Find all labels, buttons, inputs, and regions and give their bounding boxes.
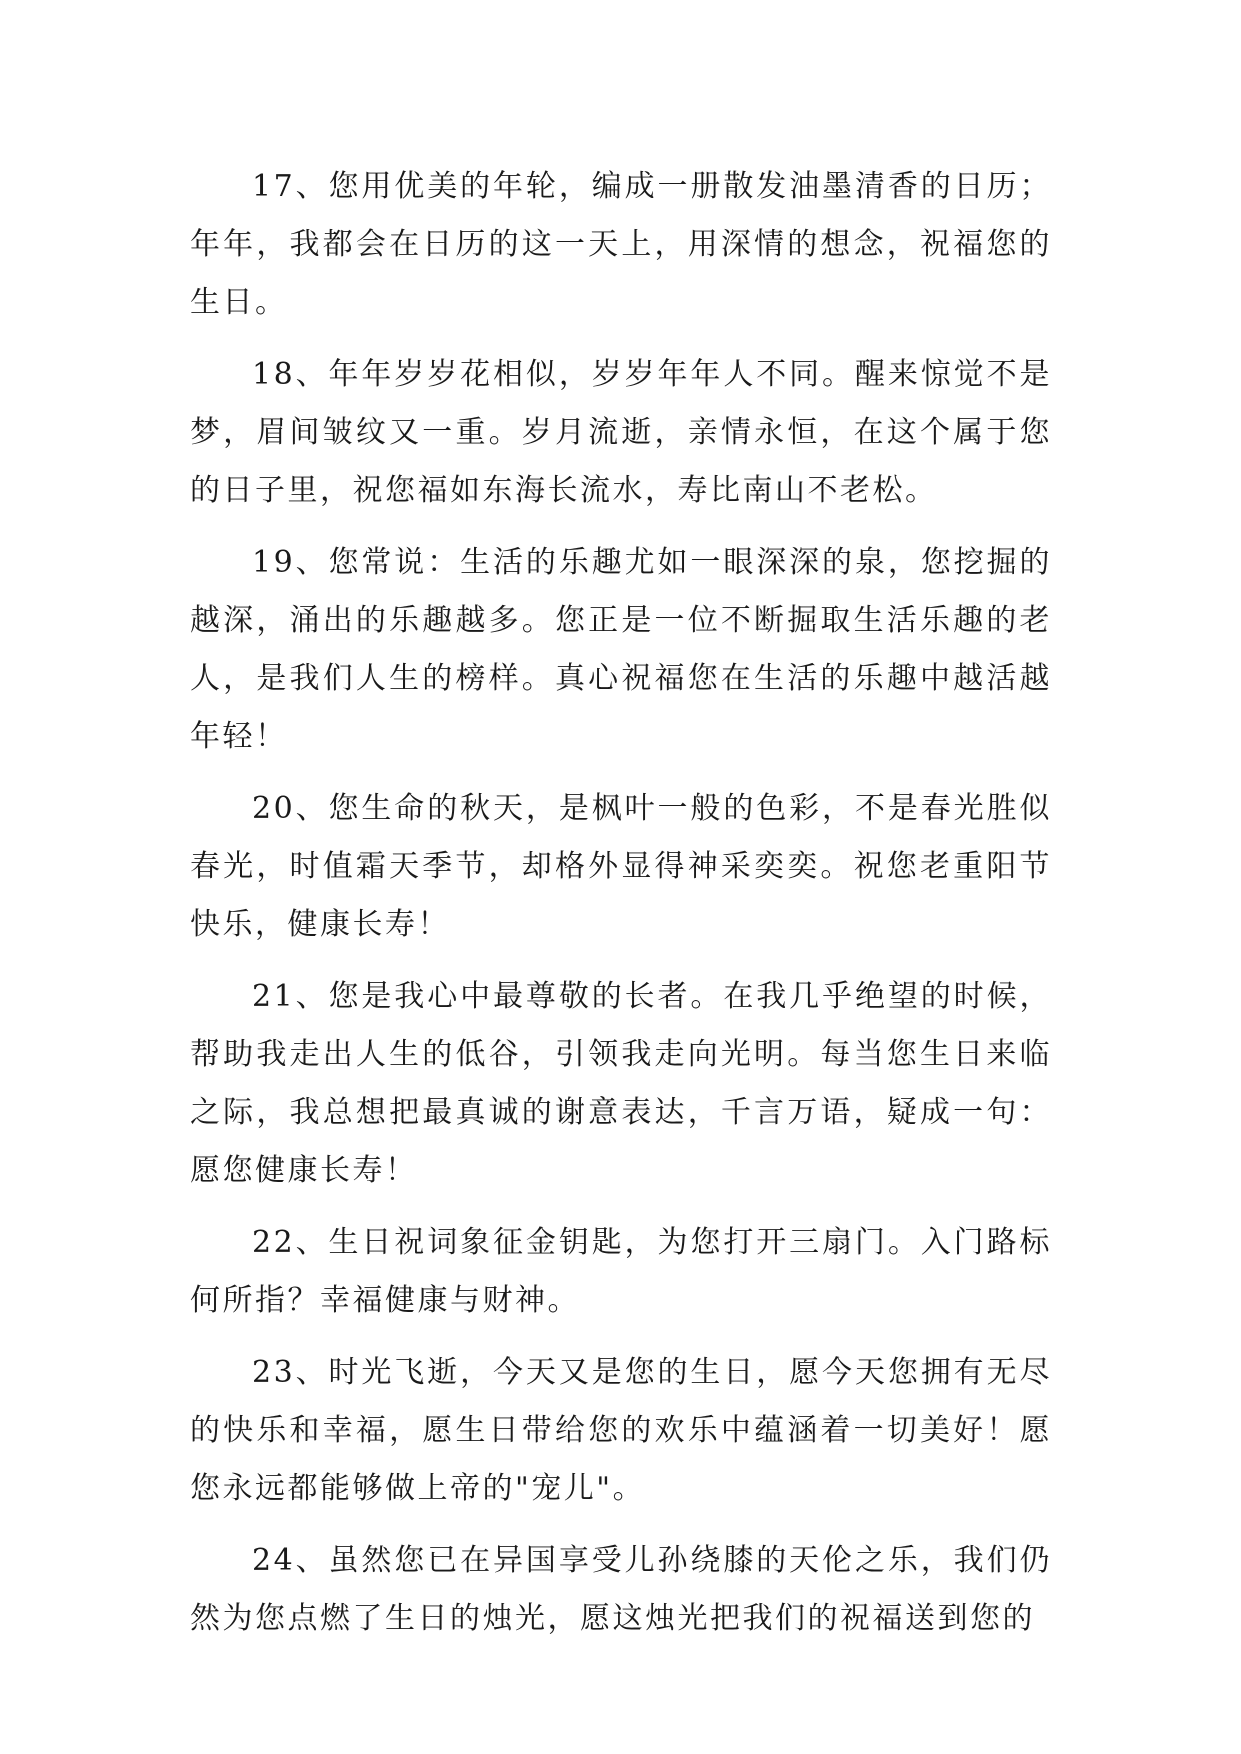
paragraph-23: 23、时光飞逝，今天又是您的生日，愿今天您拥有无尽的快乐和幸福，愿生日带给您的欢乐中蕴涵着一切美好！愿您永远都能够做上帝的"宠儿"。 (190, 1355, 1052, 1506)
paragraph-21: 21、您是我心中最尊敬的长者。在我几乎绝望的时候，帮助我走出人生的低谷，引领我走向光明。每当您生日来临之际，我总想把最真诚的谢意表达，千言万语，疑成一句：愿您健康长寿！ (190, 979, 1052, 1188)
paragraph-18: 18、年年岁岁花相似，岁岁年年人不同。醒来惊觉不是梦，眉间皱纹又一重。岁月流逝，亲情永恒，在这个属于您的日子里，祝您福如东海长流水，寿比南山不老松。 (190, 357, 1052, 508)
paragraph-20: 20、您生命的秋天，是枫叶一般的色彩，不是春光胜似春光，时值霜天季节，却格外显得神采奕奕。祝您老重阳节快乐，健康长寿！ (190, 791, 1052, 942)
paragraph-19: 19、您常说：生活的乐趣尤如一眼深深的泉，您挖掘的越深，涌出的乐趣越多。您正是一位不断掘取生活乐趣的老人，是我们人生的榜样。真心祝福您在生活的乐趣中越活越年轻！ (190, 545, 1052, 754)
paragraph-17: 17、您用优美的年轮，编成一册散发油墨清香的日历；年年，我都会在日历的这一天上，用深情的想念，祝福您的生日。 (190, 169, 1052, 320)
document-body (190, 158, 1052, 1662)
paragraph-24: 24、虽然您已在异国享受儿孙绕膝的天伦之乐，我们仍然为您点燃了生日的烛光，愿这烛光把我们的祝福送到您的 (190, 1543, 1052, 1636)
paragraph-22: 22、生日祝词象征金钥匙，为您打开三扇门。入门路标何所指？幸福健康与财神。 (190, 1225, 1052, 1318)
